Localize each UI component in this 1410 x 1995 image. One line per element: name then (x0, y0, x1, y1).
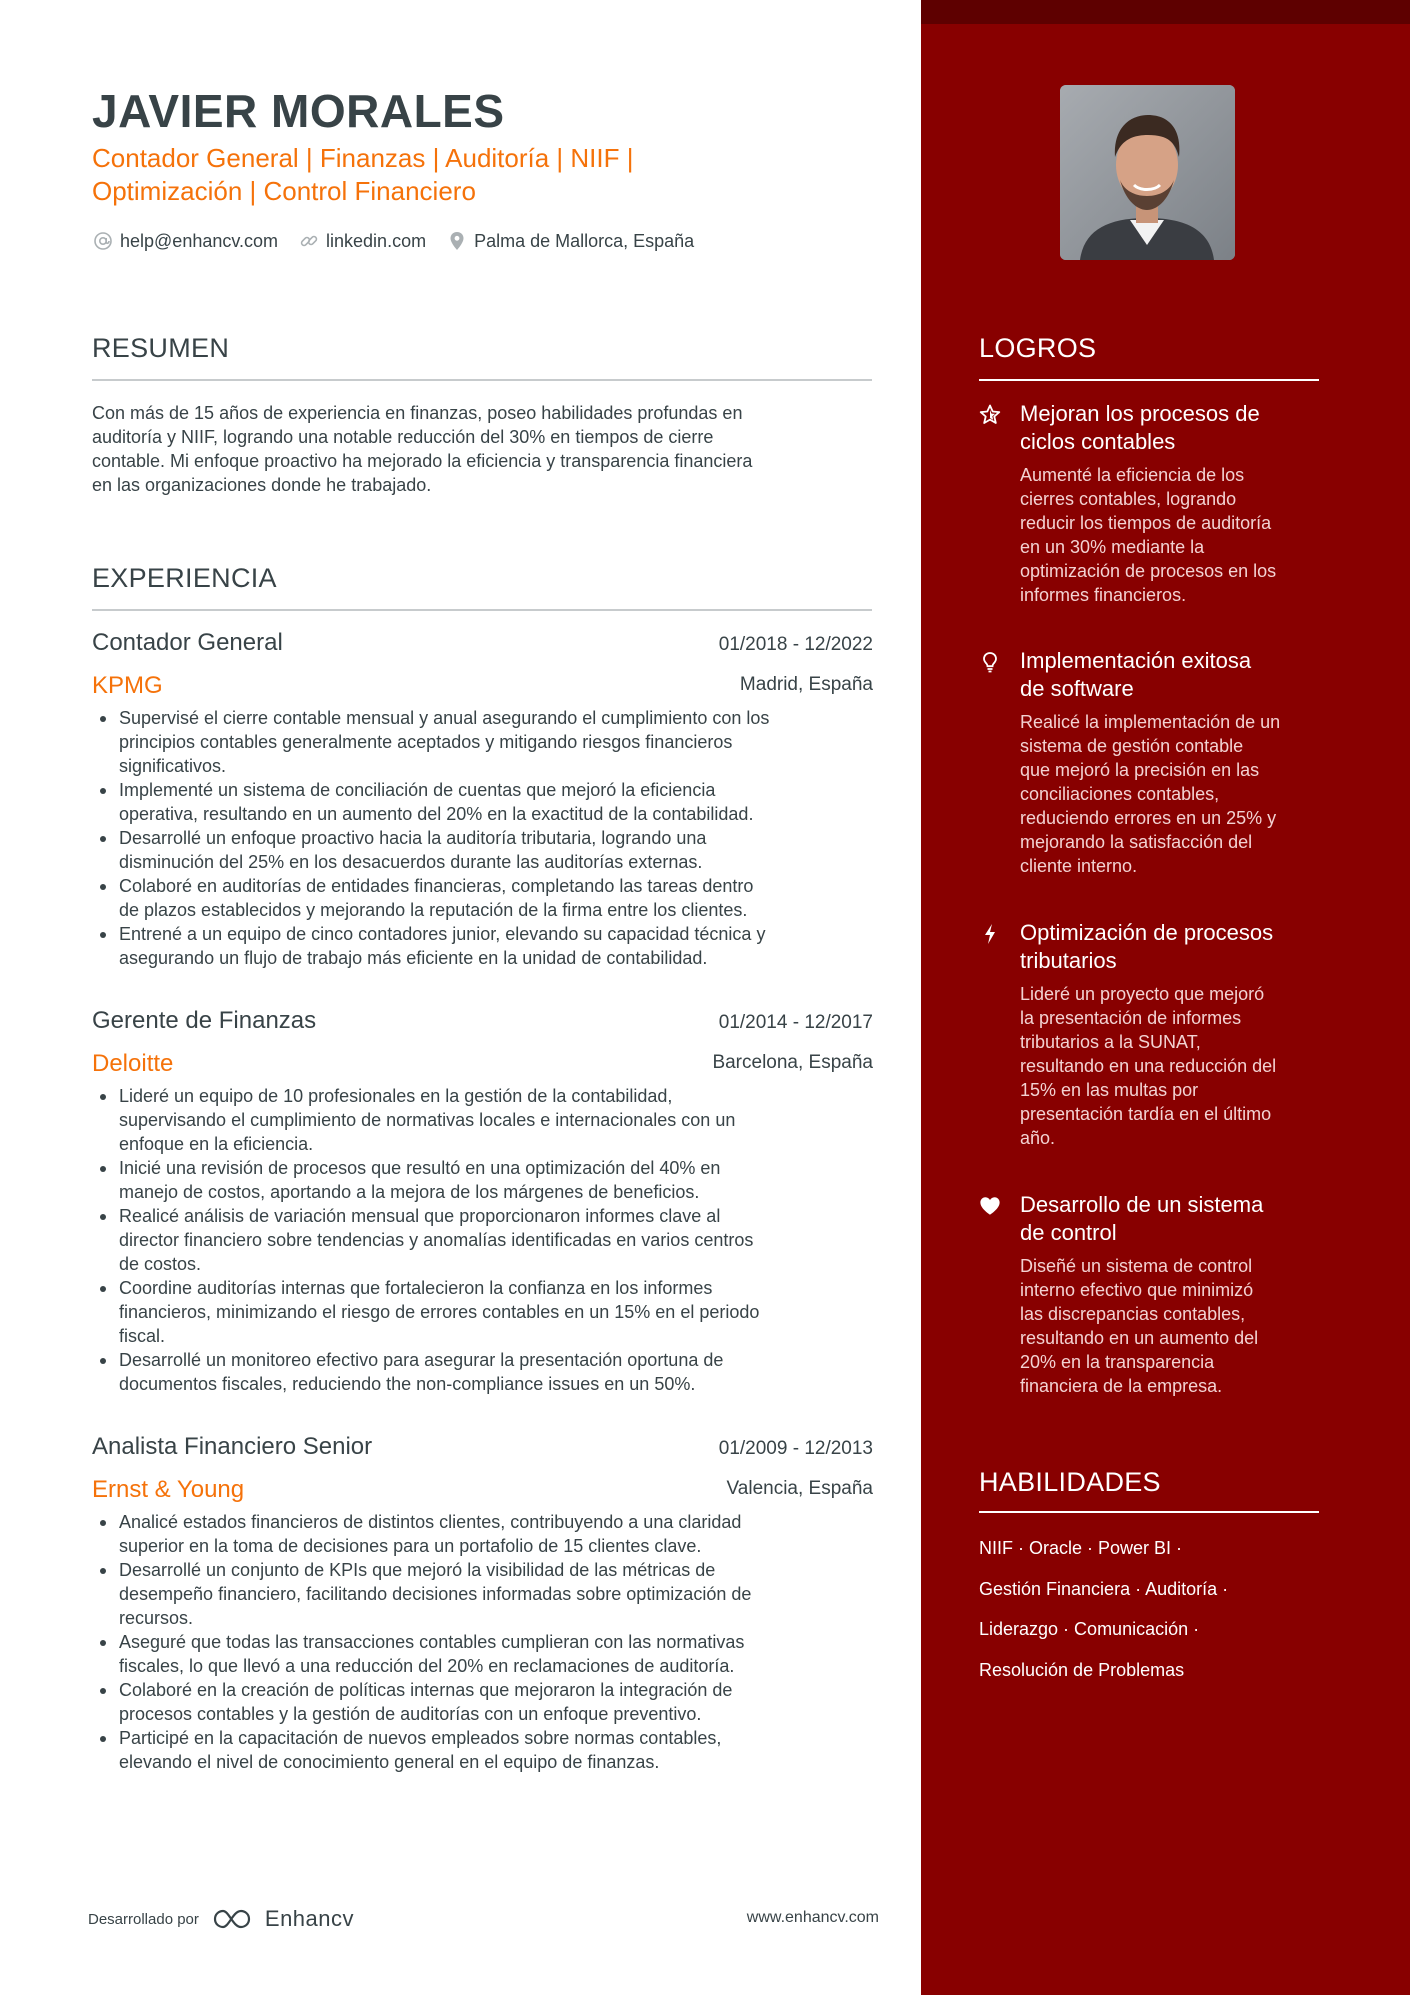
bullet-item: Realicé análisis de variación mensual que proporcionaron informes clave al director financiero sobre tendencias y anomalías identificadas en varios centros de costos. (92, 1204, 872, 1276)
summary-divider (92, 379, 872, 381)
job-dates: 01/2014 - 12/2017 (718, 1012, 873, 1033)
lightbulb-icon (979, 651, 1001, 673)
achievement-title: Desarrollo de un sistema de control (1020, 1192, 1264, 1245)
job-bullets (92, 1510, 872, 1774)
achievements-divider (979, 379, 1319, 381)
achievement-description: Diseñé un sistema de control interno efectivo que minimizó las discrepancias contables, resultando en un aumento del 20% en la transparencia financiera de la empresa. (1020, 1256, 1259, 1396)
bullet-item: Entrené a un equipo de cinco contadores junior, elevando su capacidad técnica y asegurando un flujo de trabajo más eficiente en la unidad de contabilidad. (92, 922, 872, 970)
bullet-item: Desarrollé un conjunto de KPIs que mejoró la visibilidad de las métricas de desempeño financiero, facilitando decisiones informadas sobre optimización de recursos. (92, 1558, 872, 1630)
job-title: Gerente de Finanzas (92, 1007, 317, 1034)
candidate-name: JAVIER MORALES (92, 85, 505, 137)
bullet-item: Inicié una revisión de procesos que resultó en una optimización del 40% en manejo de costos, aportando a la mejora de los márgenes de beneficios. (92, 1156, 872, 1204)
bullet-item: Colaboré en auditorías de entidades financieras, completando las tareas dentro de plazos establecidos y mejorando la reputación de la firma entre los clientes. (92, 874, 872, 922)
experience-heading: EXPERIENCIA (92, 563, 277, 593)
skill-line: Resolución de Problemas (979, 1659, 1185, 1680)
skill-line: Liderazgo · Comunicación · (979, 1619, 1200, 1639)
link-icon (298, 230, 320, 252)
contact-location-text: Palma de Mallorca, España (474, 230, 695, 251)
summary-heading: RESUMEN (92, 333, 230, 363)
job-dates: 01/2018 - 12/2022 (718, 634, 873, 655)
bullet-item: Lideré un equipo de 10 profesionales en la gestión de la contabilidad, supervisando el cumplimiento de normativas locales e internacionales con un enfoque en la eficiencia. (92, 1084, 872, 1156)
contact-linkedin-text: linkedin.com (326, 230, 427, 251)
star-icon (979, 404, 1001, 426)
profile-photo (1060, 85, 1235, 260)
bullet-item: Supervisé el cierre contable mensual y anual asegurando el cumplimiento con los principios contables generalmente aceptados y mitigando riesgos financieros significativos. (92, 706, 872, 778)
bullet-item: Implementé un sistema de conciliación de cuentas que mejoró la eficiencia operativa, resultando en un aumento del 20% en la exactitud de la contabilidad. (92, 778, 872, 826)
achievement-item (979, 647, 1319, 878)
summary-line: auditoría y NIIF, logrando una notable reducción del 30% en tiempos de cierre (92, 427, 714, 447)
job-bullets (92, 1084, 872, 1396)
bolt-icon (979, 923, 1001, 945)
contact-row (92, 230, 714, 252)
skills-list (979, 1528, 1319, 1690)
summary-line: en las organizaciones donde he trabajado. (92, 475, 432, 495)
job-company[interactable]: KPMG (92, 672, 163, 699)
bullet-item: Analicé estados financieros de distintos clientes, contribuyendo a una claridad superior en la toma de decisiones para un portafolio de 15 clientes clave. (92, 1510, 872, 1558)
achievement-title: Mejoran los procesos de ciclos contables (1020, 401, 1260, 454)
achievement-item (979, 400, 1319, 607)
bullet-item: Participé en la capacitación de nuevos empleados sobre normas contables, elevando el nivel de conocimiento general en el equipo de finanzas. (92, 1726, 872, 1774)
job-location: Barcelona, España (712, 1052, 873, 1073)
contact-email[interactable] (92, 230, 278, 252)
job-bullets (92, 706, 872, 970)
achievement-description: Aumenté la eficiencia de los cierres contables, logrando reducir los tiempos de auditoría en un 30% mediante la optimización de procesos en los informes financieros. (1020, 465, 1277, 605)
job-location: Valencia, España (726, 1478, 873, 1499)
job-location: Madrid, España (739, 674, 873, 695)
achievement-description: Realicé la implementación de un sistema de gestión contable que mejoró la precisión en las conciliaciones contables, reduciendo errores en un 25% y mejorando la satisfacción del cliente interno. (1020, 712, 1281, 876)
summary-line: Con más de 15 años de experiencia en finanzas, poseo habilidades profundas en (92, 403, 743, 423)
achievement-description: Lideré un proyecto que mejoró la presentación de informes tributarios a la SUNAT, resultando en una reducción del 15% en las multas por presentación tardía en el último año. (1020, 984, 1277, 1148)
job-title: Contador General (92, 629, 283, 656)
sidebar-top-bar (921, 0, 1410, 24)
job-dates: 01/2009 - 12/2013 (718, 1438, 873, 1459)
skill-line: Gestión Financiera · Auditoría · (979, 1578, 1229, 1599)
contact-location (446, 230, 694, 252)
at-icon (92, 230, 114, 252)
heart-icon (979, 1195, 1001, 1217)
footer-built-by: Desarrollado por (88, 1910, 199, 1928)
enhancv-logo[interactable] (211, 1906, 354, 1932)
footer-credit (88, 1906, 354, 1932)
location-pin-icon (446, 230, 468, 252)
bullet-item: Desarrollé un monitoreo efectivo para asegurar la presentación oportuna de documentos fiscales, reduciendo the non-compliance issues en un 50%. (92, 1348, 872, 1396)
achievement-title: Implementación exitosa de software (1020, 648, 1252, 701)
bullet-item: Desarrollé un enfoque proactivo hacia la auditoría tributaria, logrando una disminución del 25% en los desacuerdos durante las auditorías externas. (92, 826, 872, 874)
contact-linkedin[interactable] (298, 230, 426, 252)
summary-line: contable. Mi enfoque proactivo ha mejorado la eficiencia y transparencia financiera (92, 451, 753, 471)
bullet-item: Coordine auditorías internas que fortalecieron la confianza en los informes financieros, minimizando el riesgo de errores contables en un 15% en el periodo fiscal. (92, 1276, 872, 1348)
bullet-item: Colaboré en la creación de políticas internas que mejoraron la integración de procesos contables y la gestión de auditorías con un enfoque preventivo. (92, 1678, 872, 1726)
bullet-item: Aseguré que todas las transacciones contables cumplieran con las normativas fiscales, lo que llevó a una reducción del 20% en reclamaciones de auditoría. (92, 1630, 872, 1678)
headline-line-1: Contador General | Finanzas | Auditoría | NIIF | (92, 143, 634, 173)
skills-divider (979, 1511, 1319, 1513)
job-company[interactable]: Ernst & Young (92, 1476, 245, 1503)
summary-text (92, 401, 872, 497)
enhancv-logo-icon (211, 1907, 259, 1931)
headline-line-2: Optimización | Control Financiero (92, 176, 476, 206)
skills-heading: HABILIDADES (979, 1467, 1161, 1497)
job-title: Analista Financiero Senior (92, 1433, 373, 1460)
enhancv-logo-text: Enhancv (264, 1906, 355, 1931)
contact-email-text: help@enhancv.com (120, 230, 279, 251)
skill-line: NIIF · Oracle · Power BI · (979, 1538, 1183, 1558)
achievement-item (979, 919, 1319, 1150)
footer-url[interactable]: www.enhancv.com (746, 1909, 879, 1926)
achievement-item (979, 1191, 1319, 1398)
experience-divider (92, 609, 872, 611)
job-company[interactable]: Deloitte (92, 1050, 174, 1077)
achievements-heading: LOGROS (979, 333, 1097, 363)
achievement-title: Optimización de procesos tributarios (1020, 920, 1274, 973)
